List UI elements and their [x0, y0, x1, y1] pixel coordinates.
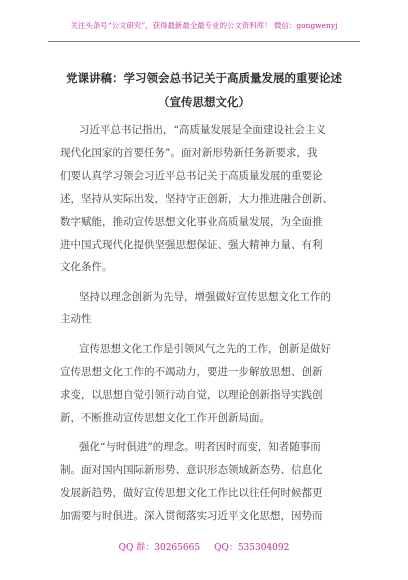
footer-qq-group: QQ 群：30265665	[118, 543, 201, 553]
body-line: 数字赋能，推动宣传思想文化事业高质量发展，为全面推	[60, 216, 323, 228]
body-line: 发展新趋势，做好宣传思想文化工作比以往任何时候都更	[60, 487, 323, 499]
document-title: 党课讲稿：学习领会总书记关于高质量发展的重要论述	[66, 71, 342, 85]
body-line: 们要认真学习领会习近平总书记关于高质量发展的重要论	[60, 170, 323, 182]
footer-qq: QQ：535304092	[214, 543, 290, 553]
body-line: 文化条件。	[60, 261, 113, 273]
document-subtitle: （宣传思想文化）	[158, 95, 250, 109]
header-banner: 关注头条号“公文研究”，获得最新最全最专业的公文资料库！ 微信：gongwenyj	[70, 21, 338, 30]
body-line: 加需要与时俱进。深入贯彻落实习近平文化思想，因势而	[60, 510, 323, 522]
body-line: 进中国式现代化提供坚强思想保证、强大精神力量、有利	[60, 239, 323, 251]
body-line: 宣传思想文化工作是引领风气之先的工作，创新是做好	[79, 343, 331, 355]
body-line: 宣传思想文化工作的不竭动力，要进一步解放思想、创新	[60, 366, 323, 378]
footer-contact	[0, 540, 408, 553]
section-heading-line: 主动性	[60, 313, 92, 325]
body-line: 新，不断推动宣传思想文化工作开创新局面。	[60, 412, 270, 424]
header-divider	[48, 41, 360, 42]
body-line: 强化“与时俱进”的理念。明者因时而变，知者随事而	[79, 441, 321, 453]
body-line: 述，坚持从实际出发，坚持守正创新，大力推进融合创新、	[60, 193, 333, 205]
body-line: 制。面对国内国际新形势、意识形态领域新态势、信息化	[60, 464, 323, 476]
body-line: 求变，以思想自觉引领行动自觉，以理论创新指导实践创	[60, 389, 323, 401]
section-heading-line: 坚持以理念创新为先导，增强做好宣传思想文化工作的	[79, 291, 331, 303]
body-line: 习近平总书记指出，“高质量发展是全面建设社会主义	[79, 124, 326, 136]
body-line: 现代化国家的首要任务”。面对新形势新任务新要求，我	[60, 147, 318, 159]
